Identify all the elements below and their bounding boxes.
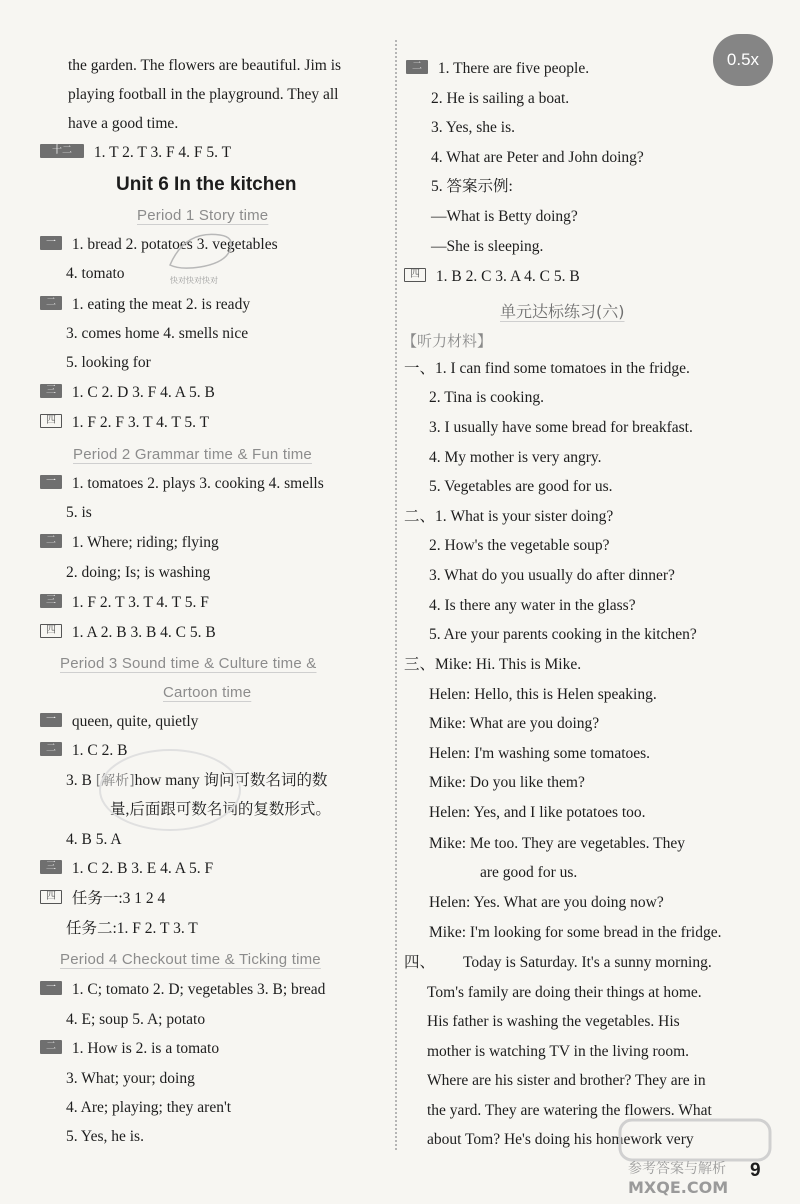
answer-text: 任务二:1. F 2. T 3. T	[66, 920, 198, 937]
passage-text: mother is watching TV in the living room.	[427, 1043, 690, 1060]
p4-s1	[40, 980, 325, 1000]
passage-text: Where are his sister and brother? They are in	[427, 1072, 706, 1089]
intro-line: playing football in the playground. They all	[68, 86, 339, 103]
stamp-text: 快对快对快对	[170, 276, 218, 285]
section-marker-2: 二	[40, 1040, 62, 1054]
answer-text: 1. C 2. B 3. E 4. A 5. F	[71, 860, 214, 877]
answer-text: 1. bread 2. potatoes 3. vegetables	[71, 236, 278, 253]
period-1-title: Period 1 Story time	[137, 207, 269, 224]
dialogue-text: Mike: Me too. They are vegetables. They	[429, 835, 685, 852]
answers: 1. T 2. T 3. F 4. F 5. T	[93, 144, 232, 161]
listening-text: 4. Is there any water in the glass?	[429, 597, 636, 614]
passage-text: Tom's family are doing their things at home.	[427, 984, 702, 1001]
answer-text: 4. tomato	[66, 265, 125, 282]
period-3-title: Period 3 Sound time & Culture time &	[60, 655, 317, 672]
answer-text: 3. Yes, she is.	[431, 119, 515, 136]
answer-text: 1. C; tomato 2. D; vegetables 3. B; bread	[71, 981, 326, 998]
section-marker-2: 二	[40, 296, 62, 310]
section-marker-4: 四	[40, 414, 62, 428]
answer-text: 1. eating the meat 2. is ready	[71, 296, 251, 313]
p3-s2	[40, 741, 127, 761]
listening-text: 5. Are your parents cooking in the kitchen?	[429, 626, 697, 643]
answer-text: 5. 答案示例:	[431, 178, 513, 195]
analysis-text: how many 询问可数名词的数	[134, 772, 328, 789]
analysis-label: [解析]	[95, 773, 135, 789]
p3-s1	[40, 712, 198, 732]
l2-first	[404, 507, 613, 527]
dialogue-text: Mike: I'm looking for some bread in the fridge.	[429, 924, 722, 941]
passage-text: the yard. They are watering the flowers. What	[427, 1102, 712, 1119]
listening-text: 1. I can find some tomatoes in the fridge.	[435, 360, 690, 377]
period-4-title: Period 4 Checkout time & Ticking time	[60, 951, 321, 968]
section-marker-1: 一	[40, 713, 62, 727]
answer-text: 1. How is 2. is a tomato	[71, 1040, 220, 1057]
listening-text: 5. Vegetables are good for us.	[429, 478, 613, 495]
answer-text: queen, quite, quietly	[71, 713, 199, 730]
part-marker: 四、	[404, 954, 436, 971]
dialogue-text: Helen: Yes. What are you doing now?	[429, 894, 664, 911]
p2-s2	[40, 533, 219, 553]
p3-s3	[40, 859, 213, 879]
listening-text: 2. Tina is cooking.	[429, 389, 544, 406]
section-12-answers	[40, 143, 231, 163]
answer-text: 5. looking for	[66, 354, 151, 371]
period-3-title-cont: Cartoon time	[163, 684, 252, 701]
page-number: 9	[750, 1160, 761, 1181]
p2-s4	[40, 623, 216, 643]
listening-text: 1. What is your sister doing?	[435, 508, 614, 525]
answer-text: 4. E; soup 5. A; potato	[66, 1011, 206, 1028]
p2-s3	[40, 593, 209, 613]
answer-text: 3. B	[66, 772, 92, 789]
watermark-site-code: MXQE.COM	[628, 1178, 729, 1197]
answer-text: 4. B 5. A	[66, 831, 122, 848]
section-marker-3: 三	[40, 860, 62, 874]
r-s2-first	[406, 59, 589, 79]
p1-s2	[40, 295, 250, 315]
section-marker-2: 二	[40, 534, 62, 548]
column-divider	[395, 40, 397, 1150]
answer-text: 1. C 2. B	[71, 742, 128, 759]
section-marker-12: 十二	[40, 144, 84, 158]
answer-text: 1. C 2. D 3. F 4. A 5. B	[71, 384, 215, 401]
p4-s2	[40, 1039, 219, 1059]
answer-text: 任务一:3 1 2 4	[71, 890, 166, 907]
unit-test-title: 单元达标练习(六)	[500, 302, 625, 321]
p1-s4	[40, 413, 209, 433]
answer-text: 3. What; your; doing	[66, 1070, 195, 1087]
answer-text: —What is Betty doing?	[431, 208, 578, 225]
section-marker-4: 四	[404, 268, 426, 282]
section-marker-4: 四	[40, 624, 62, 638]
l3-first	[404, 655, 581, 675]
answer-text: 2. doing; Is; is washing	[66, 564, 211, 581]
section-marker-1: 一	[40, 236, 62, 250]
listening-text: 2. How's the vegetable soup?	[429, 537, 610, 554]
listening-label: 【听力材料】	[402, 332, 493, 350]
passage-text: His father is washing the vegetables. His	[427, 1013, 680, 1030]
part-marker: 一、	[404, 360, 436, 377]
answer-text: —She is sleeping.	[431, 238, 544, 255]
answer-text: 2. He is sailing a boat.	[431, 90, 570, 107]
answer-text: 1. A 2. B 3. B 4. C 5. B	[71, 624, 216, 641]
analysis-text: 量,后面跟可数名词的复数形式。	[110, 801, 331, 818]
answer-text: 4. Are; playing; they aren't	[66, 1099, 232, 1116]
dialogue-text: Helen: I'm washing some tomatoes.	[429, 745, 651, 762]
listening-text: 3. I usually have some bread for breakfast.	[429, 419, 693, 436]
analysis-line	[66, 771, 328, 791]
answer-text: 1. B 2. C 3. A 4. C 5. B	[435, 268, 580, 285]
intro-line: have a good time.	[68, 115, 179, 132]
answer-text: 1. Where; riding; flying	[71, 534, 219, 551]
unit-title: Unit 6 In the kitchen	[116, 174, 297, 195]
section-marker-2: 二	[406, 60, 428, 74]
section-marker-2: 二	[40, 742, 62, 756]
part-marker: 二、	[404, 508, 436, 525]
dialogue-text: Mike: What are you doing?	[429, 715, 600, 732]
section-marker-4: 四	[40, 890, 62, 904]
answer-text: 3. comes home 4. smells nice	[66, 325, 249, 342]
zoom-badge[interactable]: 0.5x	[713, 34, 773, 86]
answer-text: 5. Yes, he is.	[66, 1128, 144, 1145]
passage-text: about Tom? He's doing his homework very	[427, 1131, 694, 1148]
part-marker: 三、	[404, 656, 436, 673]
intro-line: the garden. The flowers are beautiful. Jim is	[68, 57, 342, 74]
section-marker-3: 三	[40, 384, 62, 398]
answer-text: 1. F 2. F 3. T 4. T 5. T	[71, 414, 210, 431]
dialogue-text: are good for us.	[480, 864, 578, 881]
listening-text: 3. What do you usually do after dinner?	[429, 567, 675, 584]
answer-text: 5. is	[66, 504, 92, 521]
r-s4	[404, 267, 580, 287]
p3-s4	[40, 889, 165, 909]
p1-s1	[40, 235, 278, 255]
answer-text: 1. tomatoes 2. plays 3. cooking 4. smells	[71, 475, 324, 492]
dialogue-text: Helen: Yes, and I like potatoes too.	[429, 804, 646, 821]
p1-s3	[40, 383, 215, 403]
period-2-title: Period 2 Grammar time & Fun time	[73, 446, 312, 463]
answer-text: 4. What are Peter and John doing?	[431, 149, 644, 166]
p2-s1	[40, 474, 324, 494]
section-marker-1: 一	[40, 475, 62, 489]
watermark-site-line: 参考答案与解析	[628, 1161, 726, 1177]
dialogue-text: Helen: Hello, this is Helen speaking.	[429, 686, 657, 703]
passage-text: Today is Saturday. It's a sunny morning.	[463, 954, 712, 971]
l1-first	[404, 359, 690, 379]
dialogue-text: Mike: Hi. This is Mike.	[435, 656, 582, 673]
dialogue-text: Mike: Do you like them?	[429, 774, 585, 791]
listening-text: 4. My mother is very angry.	[429, 449, 602, 466]
section-marker-3: 三	[40, 594, 62, 608]
answer-text: 1. There are five people.	[437, 60, 590, 77]
answer-text: 1. F 2. T 3. T 4. T 5. F	[71, 594, 209, 611]
section-marker-1: 一	[40, 981, 62, 995]
l4-first	[404, 953, 712, 973]
